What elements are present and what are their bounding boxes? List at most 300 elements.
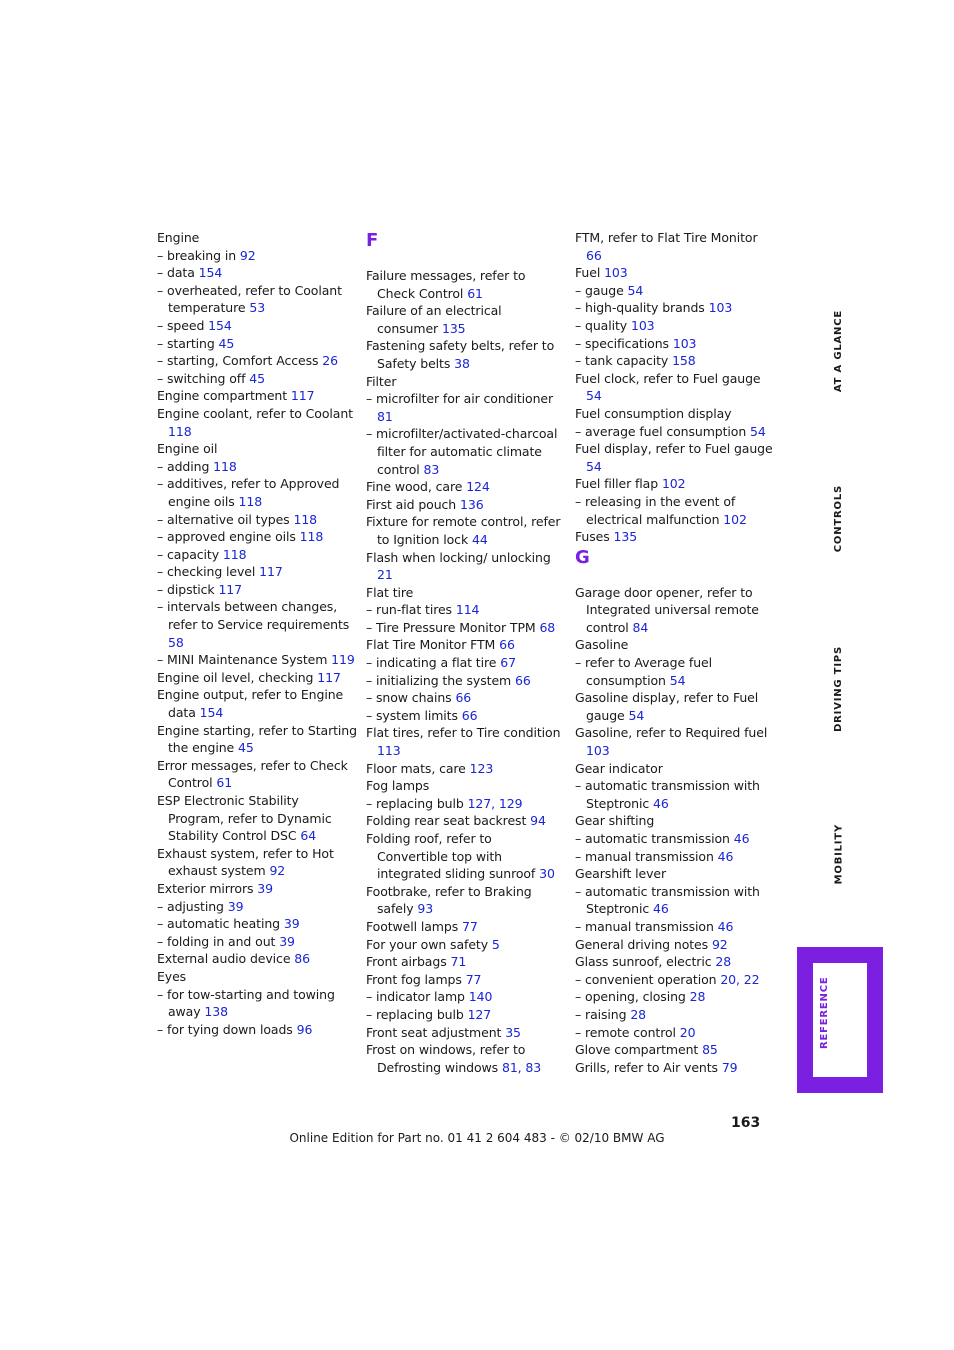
index-entry-text: – breaking in bbox=[157, 247, 240, 263]
index-subentry bbox=[575, 777, 775, 812]
index-entry-text: – alternative oil types bbox=[157, 511, 294, 527]
page-link[interactable]: 61 bbox=[467, 285, 483, 301]
index-entry bbox=[157, 229, 357, 247]
index-entry bbox=[575, 584, 775, 637]
index-entry bbox=[157, 440, 357, 458]
page-link[interactable]: 71 bbox=[450, 954, 467, 970]
index-entry bbox=[366, 496, 566, 514]
index-subentry bbox=[157, 581, 357, 599]
index-entry-text: Gear shifting bbox=[575, 813, 655, 829]
index-entry bbox=[366, 302, 566, 337]
index-entry-text: – indicator lamp bbox=[366, 989, 469, 1005]
index-subentry bbox=[157, 898, 357, 916]
index-entry-text: – microfilter/activated-charcoal filter for automatic climate control bbox=[366, 426, 558, 477]
index-subentry bbox=[366, 619, 566, 637]
page-link[interactable]: 94 bbox=[530, 813, 546, 829]
index-subentry bbox=[157, 335, 357, 353]
index-entry-text: – tank capacity bbox=[575, 353, 673, 369]
index-subentry bbox=[575, 299, 775, 317]
index-entry-text: Fuel clock, refer to Fuel gauge bbox=[575, 370, 761, 386]
index-subentry bbox=[366, 689, 566, 707]
index-entry-text: – capacity bbox=[157, 546, 223, 562]
index-subentry bbox=[366, 654, 566, 672]
index-entry bbox=[366, 971, 566, 989]
index-entry bbox=[366, 513, 566, 548]
index-entry bbox=[575, 760, 775, 778]
index-entry-text: – manual transmission bbox=[575, 918, 718, 934]
index-entry-text: – switching off bbox=[157, 370, 250, 386]
index-entry-text: – convenient operation bbox=[575, 971, 721, 987]
page-link[interactable]: 136 bbox=[460, 496, 484, 512]
page-link[interactable]: 103 bbox=[630, 317, 655, 333]
index-entry bbox=[366, 953, 566, 971]
index-entry-text: Folding roof, refer to Convertible top with integrated sliding sunroof bbox=[366, 831, 540, 882]
index-entry-text: FTM, refer to Flat Tire Monitor bbox=[575, 230, 758, 245]
index-entry-text: – refer to Average fuel consumption bbox=[575, 655, 712, 688]
index-subentry bbox=[157, 986, 357, 1021]
index-column-1 bbox=[157, 229, 357, 1038]
index-entry-text: Fuel display, refer to Fuel gauge bbox=[575, 441, 773, 457]
index-entry bbox=[366, 1024, 566, 1042]
index-entry bbox=[366, 724, 566, 759]
page-link[interactable]: 118 bbox=[222, 546, 247, 562]
index-entry-text: – starting bbox=[157, 335, 219, 351]
page-link[interactable]: 84 bbox=[632, 619, 649, 635]
page-link[interactable]: 68 bbox=[539, 619, 556, 635]
page-link[interactable]: 39 bbox=[283, 916, 300, 932]
index-subentry bbox=[157, 546, 357, 564]
page-link[interactable]: 46 bbox=[717, 918, 734, 934]
page-link[interactable]: 118 bbox=[293, 511, 318, 527]
page-link[interactable]: 77 bbox=[465, 971, 482, 987]
index-subentry bbox=[575, 918, 775, 936]
page-link[interactable]: 46 bbox=[653, 901, 669, 917]
index-entry bbox=[366, 1041, 566, 1076]
page-link[interactable]: 103 bbox=[586, 743, 610, 759]
index-entry-text: – speed bbox=[157, 317, 209, 333]
index-entry-text: – dipstick bbox=[157, 581, 219, 597]
index-entry bbox=[366, 883, 566, 918]
index-subentry bbox=[157, 352, 357, 370]
index-entry-text: – automatic transmission with Steptronic bbox=[575, 883, 760, 917]
page-link[interactable]: 54 bbox=[628, 707, 645, 723]
index-entry-text: – overheated, refer to Coolant temperature bbox=[157, 282, 342, 316]
index-entry-text: – average fuel consumption bbox=[575, 423, 751, 439]
reference-tab-label: REFERENCE bbox=[819, 976, 830, 1049]
index-entry-text: – automatic heating bbox=[157, 916, 284, 932]
page-link[interactable]: 81, 83 bbox=[501, 1059, 542, 1075]
page-link[interactable]: 61 bbox=[216, 775, 233, 791]
index-subentry bbox=[575, 971, 775, 989]
side-tab-driving-tips[interactable]: DRIVING TIPS bbox=[833, 646, 844, 732]
page-link[interactable]: 138 bbox=[204, 1004, 228, 1020]
index-subentry bbox=[575, 988, 775, 1006]
index-entry bbox=[157, 669, 357, 687]
index-subentry bbox=[157, 651, 357, 669]
page-number: 163 bbox=[731, 1115, 761, 1131]
page-link[interactable]: 46 bbox=[717, 848, 734, 864]
page-link[interactable]: 119 bbox=[331, 652, 355, 668]
index-subentry bbox=[366, 1006, 566, 1024]
index-entry-text: – adjusting bbox=[157, 898, 228, 914]
index-entry bbox=[366, 936, 566, 954]
index-entry bbox=[157, 968, 357, 986]
index-entry bbox=[157, 845, 357, 880]
index-entry-text: Footwell lamps bbox=[366, 918, 463, 934]
page-link[interactable]: 79 bbox=[721, 1059, 738, 1075]
page-link[interactable]: 45 bbox=[249, 370, 265, 386]
page-link[interactable]: 96 bbox=[296, 1021, 313, 1037]
index-entry-text: Gasoline display, refer to Fuel gauge bbox=[575, 690, 759, 723]
index-entry-text: – additives, refer to Approved engine oils bbox=[157, 476, 340, 509]
index-entry-text: Fuses bbox=[575, 529, 614, 545]
page-link[interactable]: 118 bbox=[238, 493, 263, 509]
index-entry-text: – snow chains bbox=[366, 690, 456, 706]
index-entry bbox=[575, 528, 775, 546]
index-entry-text: Fuel bbox=[575, 265, 605, 281]
page-link[interactable]: 83 bbox=[423, 461, 440, 477]
page-link[interactable]: 92 bbox=[711, 936, 728, 952]
page-link[interactable]: 117 bbox=[259, 564, 283, 580]
page-link[interactable]: 58 bbox=[168, 634, 184, 650]
index-entry bbox=[366, 584, 566, 602]
index-subentry bbox=[575, 1024, 775, 1042]
page-link[interactable]: 46 bbox=[653, 795, 669, 811]
index-entry-text: External audio device bbox=[157, 951, 295, 967]
index-entry-text: Failure messages, refer to Check Control bbox=[366, 268, 526, 301]
page-link[interactable]: 45 bbox=[218, 335, 235, 351]
index-entry-text: Fog lamps bbox=[366, 778, 430, 794]
index-subentry bbox=[575, 654, 775, 689]
index-entry-text: Engine oil bbox=[157, 441, 218, 457]
index-subentry bbox=[575, 282, 775, 300]
index-entry-text: Engine oil level, checking bbox=[157, 669, 318, 685]
index-entry-text: Folding rear seat backrest bbox=[366, 813, 531, 829]
index-entry-text: Error messages, refer to Check Control bbox=[157, 757, 348, 791]
index-entry-text: Gasoline bbox=[575, 637, 629, 653]
index-entry-text: Engine bbox=[157, 230, 200, 245]
index-subentry bbox=[575, 883, 775, 918]
page-link[interactable]: 154 bbox=[198, 265, 223, 281]
index-entry bbox=[575, 264, 775, 282]
page-link[interactable]: 46 bbox=[733, 831, 750, 846]
page-link[interactable]: 93 bbox=[417, 901, 434, 917]
page-link[interactable]: 54 bbox=[586, 458, 602, 474]
index-subentry bbox=[575, 317, 775, 335]
index-entry-text: Gearshift lever bbox=[575, 866, 667, 882]
page-link[interactable]: 66 bbox=[455, 690, 472, 706]
index-entry-text: Engine coolant, refer to Coolant bbox=[157, 405, 353, 421]
page-link[interactable]: 92 bbox=[239, 247, 256, 263]
index-entry-text: – specifications bbox=[575, 335, 673, 351]
page-link[interactable]: 140 bbox=[468, 989, 493, 1005]
page-link[interactable]: 135 bbox=[441, 320, 466, 336]
index-column-2 bbox=[366, 229, 566, 1076]
page-link[interactable]: 39 bbox=[257, 880, 273, 896]
index-entry-text: – approved engine oils bbox=[157, 529, 300, 545]
page-link[interactable]: 28 bbox=[715, 954, 732, 970]
index-entry-text: Glove compartment bbox=[575, 1042, 703, 1058]
index-entry-text: Eyes bbox=[157, 968, 187, 984]
index-subentry bbox=[157, 370, 357, 388]
page-link[interactable]: 44 bbox=[471, 531, 488, 547]
page-link[interactable]: 66 bbox=[586, 247, 602, 263]
index-entry bbox=[157, 722, 357, 757]
index-entry bbox=[157, 686, 357, 721]
page-link[interactable]: 30 bbox=[539, 866, 555, 882]
page-link[interactable]: 127 bbox=[467, 1006, 492, 1022]
index-entry-text: – initializing the system bbox=[366, 672, 515, 688]
page-link[interactable]: 113 bbox=[377, 743, 401, 759]
index-subentry bbox=[366, 795, 566, 813]
page-link[interactable]: 117 bbox=[317, 669, 341, 685]
index-entry bbox=[366, 373, 566, 391]
page-link[interactable]: 67 bbox=[500, 655, 516, 671]
index-column-3 bbox=[575, 229, 775, 1076]
index-subentry bbox=[575, 848, 775, 866]
index-entry bbox=[575, 1041, 775, 1059]
index-entry bbox=[366, 549, 566, 584]
page-link[interactable]: 20, 22 bbox=[720, 971, 760, 987]
index-entry-text: – data bbox=[157, 265, 199, 281]
index-subentry bbox=[366, 707, 566, 725]
footer-edition-note: Online Edition for Part no. 01 41 2 604 483 - © 02/10 BMW AG bbox=[289, 1131, 665, 1145]
index-entry bbox=[366, 760, 566, 778]
index-entry-text: ESP Electronic Stability Program, refer to Dynamic Stability Control DSC bbox=[157, 793, 332, 844]
page-link[interactable]: 103 bbox=[672, 335, 697, 351]
page-link[interactable]: 21 bbox=[377, 567, 393, 583]
index-entry bbox=[575, 370, 775, 405]
index-entry-text: For your own safety bbox=[366, 936, 492, 952]
page-link[interactable]: 117 bbox=[218, 581, 242, 597]
page-link[interactable]: 54 bbox=[750, 423, 766, 439]
index-entry-text: Front airbags bbox=[366, 954, 451, 970]
index-entry-text: Fuel filler flap bbox=[575, 476, 662, 492]
page-link[interactable]: 103 bbox=[708, 300, 733, 316]
page-link[interactable]: 135 bbox=[613, 529, 638, 545]
index-entry bbox=[366, 918, 566, 936]
page-link[interactable]: 39 bbox=[279, 933, 295, 949]
index-entry-text: – checking level bbox=[157, 564, 260, 580]
index-entry-text: – replacing bulb bbox=[366, 795, 468, 811]
index-entry-text: Garage door opener, refer to Integrated universal remote control bbox=[575, 584, 759, 635]
index-subentry bbox=[157, 915, 357, 933]
page-link[interactable]: 38 bbox=[454, 355, 470, 371]
index-subentry bbox=[157, 598, 357, 651]
index-entry-text: Flat tires, refer to Tire condition bbox=[366, 725, 561, 741]
index-subentry bbox=[157, 247, 357, 265]
index-subentry bbox=[366, 672, 566, 690]
page-link[interactable]: 39 bbox=[227, 898, 244, 914]
index-entry-text: – run-flat tires bbox=[366, 602, 456, 618]
index-entry-text: – automatic transmission with Steptronic bbox=[575, 778, 760, 811]
page-link[interactable]: 124 bbox=[466, 479, 490, 495]
side-tab-reference[interactable] bbox=[797, 947, 883, 1093]
page-link[interactable]: 102 bbox=[661, 476, 686, 492]
index-entry-text: First aid pouch bbox=[366, 496, 460, 512]
index-entry-text: Failure of an electrical consumer bbox=[366, 303, 502, 336]
page-link[interactable]: 118 bbox=[213, 458, 237, 474]
index-entry bbox=[575, 229, 775, 264]
page-link[interactable]: 53 bbox=[249, 300, 266, 316]
index-entry bbox=[575, 475, 775, 493]
page-link[interactable]: 20 bbox=[679, 1024, 696, 1040]
index-subentry bbox=[157, 282, 357, 317]
page-link[interactable]: 54 bbox=[586, 388, 602, 404]
index-entry-text: Fine wood, care bbox=[366, 479, 467, 495]
index-entry bbox=[575, 636, 775, 654]
index-entry bbox=[366, 636, 566, 654]
index-entry bbox=[575, 936, 775, 954]
page-link[interactable]: 26 bbox=[322, 353, 339, 369]
index-entry-text: Front seat adjustment bbox=[366, 1024, 506, 1040]
index-letter-heading: F bbox=[366, 230, 379, 251]
index-entry-text: – manual transmission bbox=[575, 848, 718, 864]
index-entry bbox=[157, 757, 357, 792]
page-link[interactable]: 154 bbox=[208, 317, 232, 333]
index-entry-text: Fuel consumption display bbox=[575, 405, 732, 421]
page-link[interactable]: 28 bbox=[689, 989, 706, 1005]
index-subentry bbox=[157, 511, 357, 529]
index-entry-text: – indicating a flat tire bbox=[366, 655, 501, 671]
index-entry-text: Footbrake, refer to Braking safely bbox=[366, 883, 532, 917]
index-entry-text: Fastening safety belts, refer to Safety belts bbox=[366, 338, 555, 371]
index-subentry bbox=[157, 563, 357, 581]
index-subentry bbox=[575, 423, 775, 441]
index-entry bbox=[157, 387, 357, 405]
index-entry-text: Engine starting, refer to Starting the engine bbox=[157, 722, 357, 756]
index-entry-text: Flash when locking/ unlocking bbox=[366, 549, 551, 565]
index-entry-text: Flat Tire Monitor FTM bbox=[366, 637, 500, 653]
page-link[interactable]: 102 bbox=[723, 511, 747, 527]
index-entry-text: – for tying down loads bbox=[157, 1021, 297, 1037]
index-entry-text: General driving notes bbox=[575, 936, 712, 952]
page-link[interactable]: 35 bbox=[505, 1024, 521, 1040]
page-link[interactable]: 66 bbox=[515, 672, 531, 688]
page-link[interactable]: 85 bbox=[702, 1042, 718, 1058]
index-entry-text: – for tow-starting and towing away bbox=[157, 986, 335, 1020]
index-entry-text: Grills, refer to Air vents bbox=[575, 1059, 722, 1075]
index-entry-text: Filter bbox=[366, 373, 397, 389]
page-link[interactable]: 118 bbox=[299, 529, 324, 545]
index-entry bbox=[575, 1059, 775, 1077]
page-link[interactable]: 158 bbox=[672, 353, 696, 369]
side-tab-mobility[interactable]: MOBILITY bbox=[833, 824, 844, 885]
side-tab-at-a-glance[interactable]: AT A GLANCE bbox=[833, 310, 844, 393]
index-entry-text: Engine compartment bbox=[157, 388, 291, 404]
index-entry-text: Exhaust system, refer to Hot exhaust system bbox=[157, 845, 334, 879]
page-link[interactable]: 64 bbox=[300, 828, 317, 844]
index-subentry bbox=[157, 458, 357, 476]
index-subentry bbox=[366, 988, 566, 1006]
index-entry-text: – adding bbox=[157, 458, 214, 474]
page-link[interactable]: 92 bbox=[269, 863, 286, 879]
index-entry-text: – folding in and out bbox=[157, 933, 280, 949]
page-link[interactable]: 28 bbox=[630, 1006, 647, 1022]
index-entry-text: Frost on windows, refer to Defrosting windows bbox=[366, 1042, 526, 1075]
index-entry-text: – quality bbox=[575, 317, 631, 333]
index-entry bbox=[366, 830, 566, 883]
page-link[interactable]: 118 bbox=[168, 423, 192, 439]
index-entry bbox=[575, 865, 775, 883]
index-entry-text: – intervals between changes, refer to Service requirements bbox=[157, 599, 350, 633]
side-tab-controls[interactable]: CONTROLS bbox=[833, 485, 844, 553]
index-entry-text: – system limits bbox=[366, 707, 462, 723]
page-link[interactable]: 54 bbox=[669, 672, 686, 688]
index-entry-text: – remote control bbox=[575, 1024, 680, 1040]
index-subentry bbox=[157, 317, 357, 335]
index-entry bbox=[157, 950, 357, 968]
index-entry-text: Gasoline, refer to Required fuel bbox=[575, 725, 768, 741]
index-entry-text: Front fog lamps bbox=[366, 971, 466, 987]
index-entry bbox=[157, 792, 357, 845]
page-link[interactable]: 81 bbox=[377, 408, 393, 424]
index-entry bbox=[575, 953, 775, 971]
index-subentry bbox=[366, 390, 566, 425]
index-subentry bbox=[157, 933, 357, 951]
index-entry-text: – opening, closing bbox=[575, 989, 690, 1005]
index-entry-text: – automatic transmission bbox=[575, 831, 734, 846]
page-link[interactable]: 114 bbox=[455, 602, 480, 618]
index-entry-text: Glass sunroof, electric bbox=[575, 954, 716, 970]
page-link[interactable]: 117 bbox=[290, 388, 315, 404]
page-link[interactable]: 86 bbox=[294, 951, 310, 967]
index-subentry bbox=[157, 264, 357, 282]
page-link[interactable]: 54 bbox=[627, 282, 644, 298]
index-entry bbox=[575, 440, 775, 475]
page-link[interactable]: 127, 129 bbox=[467, 795, 523, 811]
page-link[interactable]: 154 bbox=[199, 705, 224, 721]
index-entry-text: – starting, Comfort Access bbox=[157, 353, 323, 369]
index-entry bbox=[366, 478, 566, 496]
page-link[interactable]: 5 bbox=[491, 936, 500, 952]
page-link[interactable]: 123 bbox=[469, 760, 494, 776]
index-entry bbox=[575, 724, 775, 759]
index-entry-text: – releasing in the event of electrical malfunction bbox=[575, 493, 736, 527]
index-entry-text: – MINI Maintenance System bbox=[157, 652, 332, 668]
index-subentry bbox=[575, 830, 775, 848]
index-subentry bbox=[366, 601, 566, 619]
index-entry-text: – high-quality brands bbox=[575, 300, 709, 316]
index-entry-text: Flat tire bbox=[366, 584, 414, 600]
index-entry bbox=[366, 777, 566, 795]
index-subentry bbox=[575, 352, 775, 370]
index-entry-text: – microfilter for air conditioner bbox=[366, 391, 554, 407]
index-subentry bbox=[575, 335, 775, 353]
page-link[interactable]: 66 bbox=[499, 637, 515, 653]
index-subentry bbox=[366, 425, 566, 478]
index-entry-text: Exterior mirrors bbox=[157, 880, 258, 896]
index-entry bbox=[575, 812, 775, 830]
index-letter-heading: G bbox=[575, 546, 590, 568]
page-link[interactable]: 66 bbox=[461, 707, 478, 723]
page-link[interactable]: 77 bbox=[462, 918, 478, 934]
index-entry bbox=[157, 405, 357, 440]
index-entry-text: – replacing bulb bbox=[366, 1006, 468, 1022]
page-link[interactable]: 103 bbox=[604, 265, 628, 281]
index-entry-text: Floor mats, care bbox=[366, 760, 470, 776]
index-entry-text: Gear indicator bbox=[575, 760, 663, 776]
index-entry-text: Fixture for remote control, refer to Ignition lock bbox=[366, 514, 561, 547]
index-entry-text: – Tire Pressure Monitor TPM bbox=[366, 619, 540, 635]
index-entry bbox=[157, 880, 357, 898]
index-entry bbox=[366, 267, 566, 302]
index-entry bbox=[575, 405, 775, 423]
index-entry-text: – gauge bbox=[575, 282, 628, 298]
page-link[interactable]: 45 bbox=[238, 740, 254, 756]
index-subentry bbox=[157, 1021, 357, 1039]
index-subentry bbox=[575, 1006, 775, 1024]
